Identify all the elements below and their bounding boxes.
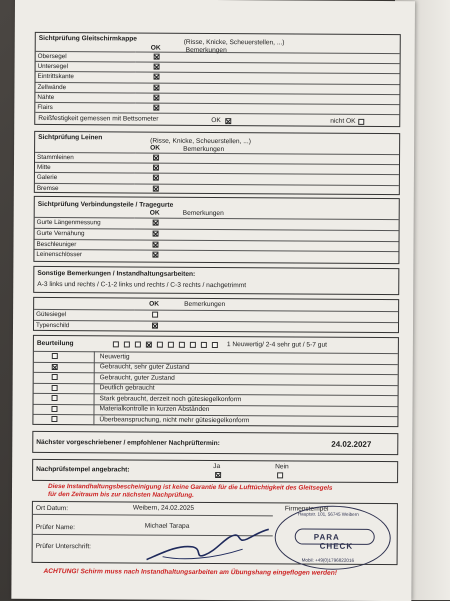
rating-scale-box[interactable] — [113, 341, 119, 347]
stamp-logo-left: PARA — [313, 532, 340, 542]
row-label: Bremse — [35, 182, 135, 193]
ok-checkbox[interactable] — [153, 220, 159, 226]
ok-checkbox[interactable] — [153, 155, 159, 161]
section-hint: (Risse, Knicke, Scheuerstellen, ...) — [183, 38, 285, 47]
rating-scale-box[interactable] — [190, 342, 196, 348]
company-stamp — [275, 505, 391, 570]
yes-label: Ja — [213, 462, 221, 471]
ok-checkbox[interactable] — [154, 54, 160, 60]
next-check-label: Nächster vorgeschriebener / empfohlener Nachprüftermin: — [36, 438, 220, 448]
signature-graphic — [143, 522, 273, 566]
row-label: Typenschild — [34, 320, 134, 331]
row-label: Obersegel — [36, 51, 136, 62]
rating-scale-box[interactable] — [168, 342, 174, 348]
notes-text: A-3 links und rechts / C-1-2 links und rechts / C-3 rechts / nachgetrimmt — [37, 280, 247, 290]
row-label: Gurte Längenmessung — [35, 217, 135, 228]
ok-header: OK — [150, 44, 161, 52]
strength-not-ok-checkbox[interactable] — [358, 119, 364, 125]
ok-header: OK — [149, 300, 160, 308]
stamp-applied-label: Nachprüfstempel angebracht: — [36, 465, 130, 474]
ok-checkbox[interactable] — [153, 185, 159, 191]
ok-checkbox[interactable] — [152, 241, 158, 247]
row-label: Flairs — [35, 102, 135, 113]
rating-checkbox[interactable] — [51, 416, 57, 422]
row-label: Eintrittskante — [35, 71, 135, 82]
signature-label: Prüfer Unterschrift: — [35, 542, 92, 551]
ok-header: OK — [150, 144, 161, 152]
rating-option: Stark gebraucht, derzeit noch gütesiegelkonform — [99, 394, 242, 403]
ok-checkbox[interactable] — [154, 74, 160, 80]
canopy-section — [34, 32, 401, 127]
stamp-applied-section — [32, 459, 398, 483]
ok-checkbox[interactable] — [152, 322, 158, 328]
ok-header: OK — [149, 209, 160, 217]
rating-option: Gebraucht, guter Zustand — [99, 373, 175, 382]
rating-scale-box[interactable] — [212, 342, 218, 348]
row-label: Stammleinen — [35, 152, 135, 163]
row-label: Mitte — [35, 162, 135, 173]
row-label: Gütesiegel — [34, 309, 134, 320]
strength-ok-checkbox[interactable] — [225, 118, 231, 124]
rating-scale-box[interactable] — [157, 342, 163, 348]
stamp-logo — [295, 528, 375, 551]
stamp-address: Hauptstr. 101, 56745 Weibern — [297, 511, 359, 517]
company-stamp-label: Firmenstempel — [284, 505, 329, 513]
connectors-section — [33, 196, 399, 264]
ok-label: OK — [211, 116, 221, 125]
section-title: Sichtprüfung Leinen — [38, 133, 103, 142]
rating-scale-box[interactable] — [179, 342, 185, 348]
rating-option: Deutlich gebraucht — [99, 384, 155, 392]
row-label: Gurte Vernähung — [35, 228, 135, 239]
rating-scale-box[interactable] — [146, 342, 152, 348]
place-date-value: Weibern, 24.02.2025 — [132, 504, 195, 512]
disclaimer-line-2: für den Zeitraum bis zur nächsten Nachprüfung. — [47, 490, 194, 499]
seal-section — [33, 297, 399, 333]
remarks-header: Bemerkungen — [182, 209, 224, 218]
rating-option: Neuwertig — [99, 352, 130, 360]
strength-label: Reißfestigkeit gemessen mit Bettsometer — [38, 114, 159, 123]
stamp-logo-right: CHECK — [319, 541, 354, 551]
ok-checkbox[interactable] — [153, 165, 159, 171]
rating-option: Materialkontrolle in kurzen Abständen — [99, 405, 210, 413]
notes-section — [33, 266, 399, 295]
remarks-header: Bemerkungen — [184, 300, 226, 309]
no-label: Nein — [275, 463, 289, 471]
rating-scale-box[interactable] — [124, 341, 130, 347]
ok-checkbox[interactable] — [152, 312, 158, 318]
row-label: Leinenschlösser — [34, 249, 134, 260]
row-label: Zellwände — [35, 81, 135, 92]
row-label: Beschleuniger — [34, 238, 134, 249]
remarks-header: Bemerkungen — [185, 46, 227, 55]
inspector-label: Prüfer Name: — [35, 523, 76, 532]
rating-checkbox[interactable] — [52, 364, 58, 370]
rating-title: Beurteilung — [36, 339, 74, 348]
rating-checkbox[interactable] — [52, 385, 58, 391]
row-label: Nähte — [35, 92, 135, 103]
ok-checkbox[interactable] — [153, 105, 159, 111]
ok-checkbox[interactable] — [153, 84, 159, 90]
remarks-header: Bemerkungen — [183, 145, 225, 154]
ok-checkbox[interactable] — [153, 175, 159, 181]
section-title: Sichtprüfung Gleitschirmkappe — [38, 34, 137, 43]
rating-checkbox[interactable] — [52, 395, 58, 401]
section-hint: (Risse, Knicke, Scheuerstellen, ...) — [150, 137, 251, 146]
ok-checkbox[interactable] — [153, 94, 159, 100]
row-label: Untersegel — [36, 61, 136, 72]
rating-checkbox[interactable] — [51, 406, 57, 412]
next-check-section — [32, 431, 398, 455]
rating-option: Überbeanspruchung, nicht mehr gütesiegelkonform — [99, 415, 250, 424]
disclaimer-line-1: Diese Instandhaltungsbescheinigung ist keine Garantie für die Lufttüchtigkeit des Gleitsegels — [48, 482, 333, 492]
notes-title: Sonstige Bemerkungen / Instandhaltungsarbeiten: — [37, 269, 196, 278]
section-title: Sichtprüfung Verbindungsteile / Tragegurte — [37, 200, 174, 209]
ok-checkbox[interactable] — [152, 252, 158, 258]
no-checkbox[interactable] — [277, 472, 283, 478]
rating-scale: 1 Neuwertig/ 2-4 sehr gut / 5-7 gut — [226, 341, 327, 349]
ok-checkbox[interactable] — [154, 64, 160, 70]
stamp-phone: Mobil: +49(0)1796822016 — [301, 557, 355, 563]
not-ok-label: nicht OK — [330, 117, 356, 125]
next-check-date: 24.02.2027 — [331, 439, 372, 449]
lines-section — [34, 131, 400, 195]
rating-checkbox[interactable] — [52, 374, 58, 380]
rating-scale-box[interactable] — [135, 342, 141, 348]
rating-option: Gebraucht, sehr guter Zustand — [99, 363, 190, 371]
ok-checkbox[interactable] — [153, 230, 159, 236]
row-label: Galerie — [35, 172, 135, 183]
place-date-label: Ort Datum: — [35, 504, 69, 513]
rating-checkbox[interactable] — [52, 353, 58, 359]
rating-scale-box[interactable] — [201, 342, 207, 348]
yes-checkbox[interactable] — [215, 472, 221, 478]
inspector-value: Michael Tarapa — [144, 522, 190, 530]
warning-text: ACHTUNG! Schirm muss nach Instandhaltungsarbeiten am Übungshang eingeflogen werden! — [43, 567, 337, 577]
inspection-form — [11, 0, 415, 601]
rating-section — [32, 335, 399, 427]
